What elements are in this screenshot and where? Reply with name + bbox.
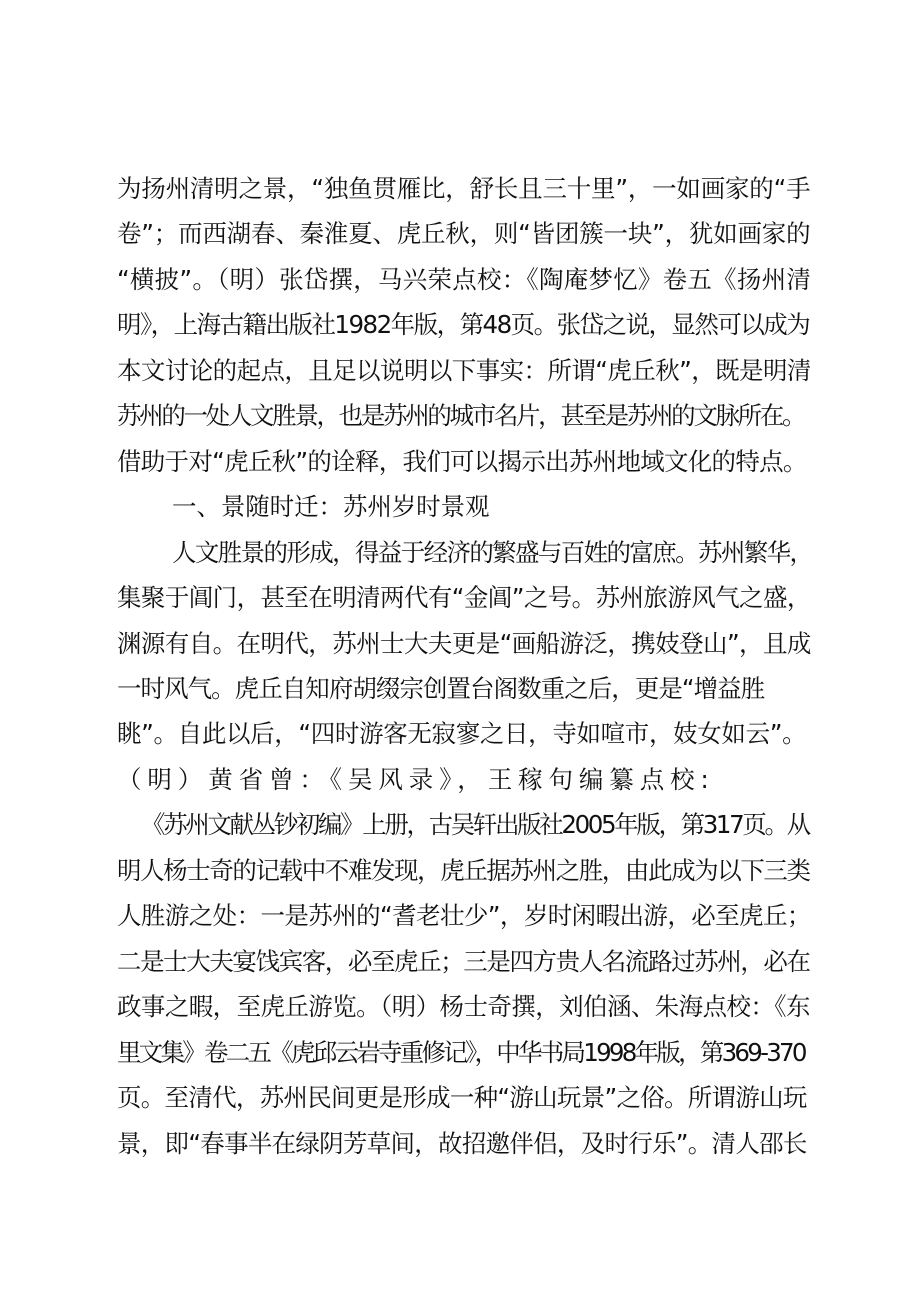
text-line: （明）黄省曾：《吴风录》，王稼句编纂点校:	[117, 765, 715, 794]
text-line: 明人杨士奇的记载中不难发现，虎丘据苏州之胜，由此成为以下三类	[117, 856, 810, 885]
text-line: 明》，上海古籍出版社1982年版，第48页。张岱之说，显然可以成为	[117, 310, 810, 339]
section-heading: 一、景随时迁：苏州岁时景观	[172, 492, 490, 521]
text-line: 集聚于阊门，甚至在明清两代有“金阊”之号。苏州旅游风气之盛，	[117, 583, 811, 612]
text-line: 页。至清代，苏州民间更是形成一种“游山玩景”之俗。所谓游山玩	[117, 1083, 807, 1112]
text-line: 《苏州文献丛钞初编》上册，古吴轩出版社2005年版，第317页。从	[141, 810, 809, 839]
text-line: 人文胜景的形成，得益于经济的繁盛与百姓的富庶。苏州繁华，	[172, 538, 813, 567]
text-line: 本文讨论的起点，且足以说明以下事实：所谓“虎丘秋”，既是明清	[117, 356, 811, 385]
text-line: 眺”。自此以后，“四时游客无寂寥之日，寺如喧市，妓女如云”。	[117, 719, 807, 748]
text-line: 里文集》卷二五《虎邱云岩寺重修记》，中华书局1998年版，第369-370	[117, 1038, 805, 1067]
text-line: 人胜游之处：一是苏州的“耆老壮少”，岁时闲暇出游，必至虎丘；	[117, 901, 811, 930]
text-line: 卷”；而西湖春、秦淮夏、虎丘秋，则“皆团簇一块”，犹如画家的	[117, 219, 811, 248]
text-line: 二是士大夫宴饯宾客，必至虎丘；三是四方贵人名流路过苏州，必在	[117, 947, 810, 976]
text-line: 景，即“春事半在绿阴芳草间，故招邀伴侣，及时行乐”。清人邵长	[117, 1129, 807, 1158]
text-line: 渊源有自。在明代，苏州士大夫更是“画船游泛，携妓登山”，且成	[117, 629, 811, 658]
text-line: “横披”。（明）张岱撰，马兴荣点校：《陶庵梦忆》卷五《扬州清	[117, 265, 812, 294]
text-line: 一时风气。虎丘自知府胡缀宗创置台阁数重之后，更是“增益胜	[117, 674, 765, 703]
text-line: 借助于对“虎丘秋”的诠释，我们可以揭示出苏州地域文化的特点。	[117, 447, 807, 476]
text-line: 为扬州清明之景，“独鱼贯雁比，舒长且三十里”，一如画家的“手	[117, 174, 811, 203]
text-line: 苏州的一处人文胜景，也是苏州的城市名片，甚至是苏州的文脉所在。	[117, 401, 805, 430]
text-line: 政事之暇，至虎丘游览。（明）杨士奇撰，刘伯涵、朱海点校：《东	[117, 992, 810, 1021]
